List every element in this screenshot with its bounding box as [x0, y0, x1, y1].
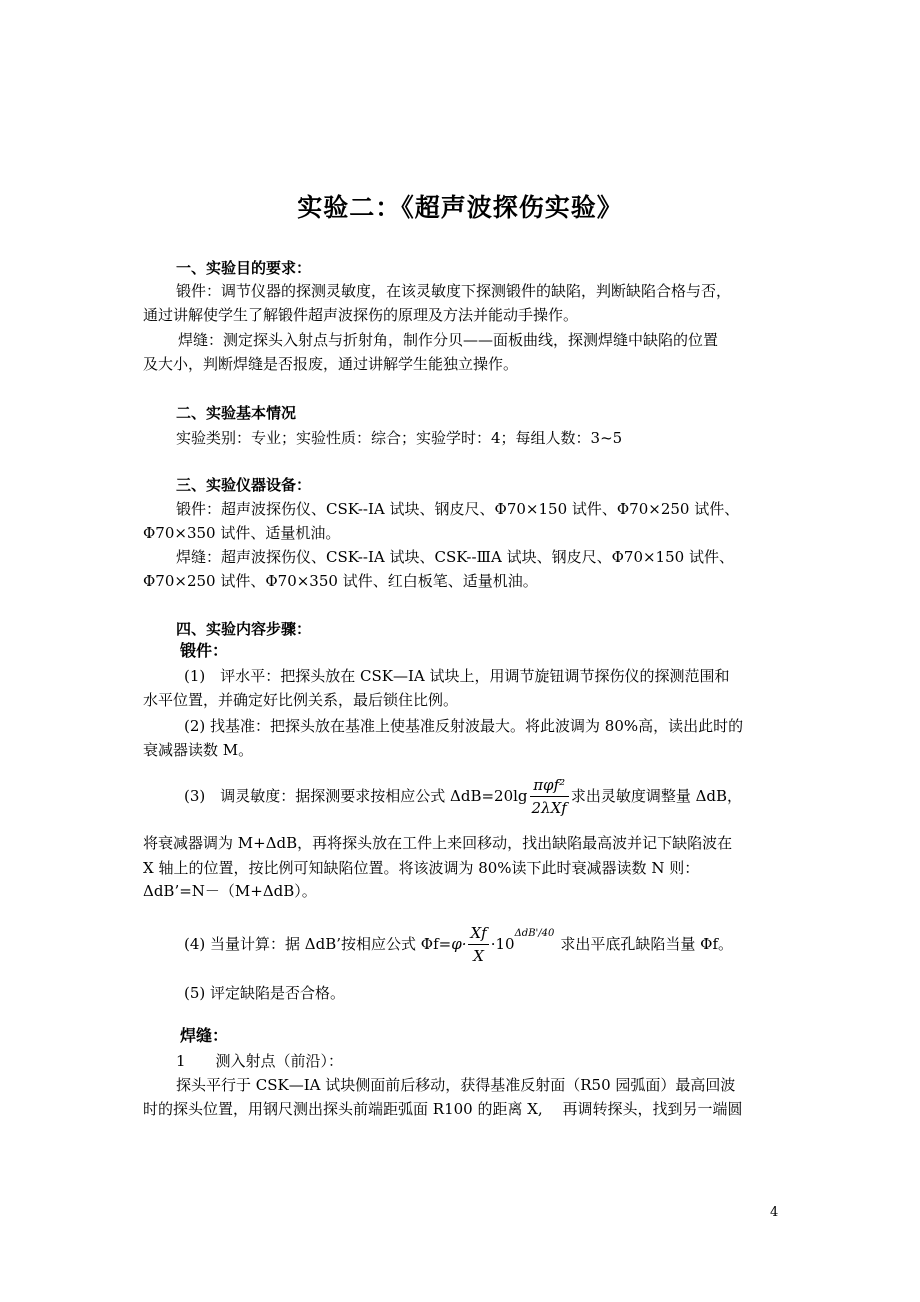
equivalent-formula-numerator: Xf: [468, 922, 488, 945]
db-formula-denominator: 2λXf: [531, 798, 567, 817]
step-4-text-before: (4) 当量计算：据 ΔdB’按相应公式 Φf=: [184, 935, 452, 953]
db-formula-fraction: [530, 774, 569, 819]
step-3-formula-line: [184, 768, 742, 824]
step-3b: 将衰减器调为 M+ΔdB，再将探头放在工件上来回移动，找出缺陷最高波并记下缺陷波在: [143, 834, 733, 852]
page-number: 4: [770, 1205, 779, 1220]
s1-paragraph-2a: 焊缝：测定探头入射点与折射角，制作分贝——面板曲线，探测焊缝中缺陷的位置: [178, 331, 719, 349]
step-1a: (1) 评水平：把探头放在 CSK—ⅠA 试块上，用调节旋钮调节探伤仪的探测范围和: [184, 667, 730, 685]
forging-subheading: 锻件：: [180, 641, 229, 660]
step-1b: 水平位置，并确定好比例关系，最后锁住比例。: [143, 691, 459, 709]
section-1-heading: 一、实验目的要求：: [176, 259, 312, 277]
s1-paragraph-2b: 及大小，判断焊缝是否报废，通过讲解学生能独立操作。: [143, 355, 519, 373]
step-3-text-before: (3) 调灵敏度：据探测要求按相应公式 ΔdB=20lg: [184, 787, 528, 805]
s3-paragraph-2a: 焊缝：超声波探伤仪、CSK--ⅠA 试块、CSK--ⅢA 试块、钢皮尺、Φ70×150 试件、: [176, 548, 734, 566]
page-title: 实验二：《超声波探伤实验》: [297, 193, 623, 222]
step-2b: 衰减器读数 M。: [143, 741, 254, 759]
s3-paragraph-2b: Φ70×250 试件、Φ70×350 试件、红白板笔、适量机油。: [143, 572, 538, 590]
step-4-text-after: 求出平底孔缺陷当量 Φf。: [560, 935, 734, 953]
weld-paragraph-1a: 探头平行于 CSK—ⅠA 试块侧面前后移动，获得基准反射面（R50 园弧面）最高回波: [176, 1076, 736, 1094]
section-3-heading: 三、实验仪器设备：: [176, 476, 312, 494]
s3-paragraph-1b: Φ70×350 试件、适量机油。: [143, 524, 341, 542]
step-4-formula-line: [184, 916, 733, 972]
section-2-heading: 二、实验基本情况: [176, 404, 297, 422]
equivalent-formula-denominator: X: [473, 946, 484, 965]
phi-symbol: φ·: [451, 935, 467, 953]
section-4-heading: 四、实验内容步骤：: [176, 620, 312, 638]
s1-paragraph-1a: 锻件：调节仪器的探测灵敏度，在该灵敏度下探测锻件的缺陷，判断缺陷合格与否，: [176, 282, 732, 300]
s3-paragraph-1a: 锻件：超声波探伤仪、CSK--ⅠA 试块、钢皮尺、Φ70×150 试件、Φ70×250 试件、: [176, 500, 740, 518]
step-5: (5) 评定缺陷是否合格。: [184, 984, 346, 1002]
step-3c: X 轴上的位置，按比例可知缺陷位置。将该波调为 80%读下此时衰减器读数 N 则：: [143, 859, 700, 877]
weld-paragraph-1b: 时的探头位置，用钢尺测出探头前端距弧面 R100 的距离 X, 再调转探头，找到另一端圆: [143, 1100, 743, 1118]
power-exponent: ΔdB'/40: [514, 928, 555, 939]
equivalent-formula-fraction: [468, 922, 488, 967]
db-formula-numerator: πφf²: [530, 774, 569, 797]
weld-step-1: 1 测入射点（前沿）：: [176, 1052, 344, 1070]
step-2a: (2) 找基准：把探头放在基准上使基准反射波最大。将此波调为 80%高，读出此时的: [184, 717, 744, 735]
step-3d: ΔdB’=N－（M+ΔdB）。: [143, 882, 317, 900]
step-3-text-after: 求出灵敏度调整量 ΔdB，: [570, 787, 743, 805]
s1-paragraph-1b: 通过讲解使学生了解锻件超声波探伤的原理及方法并能动手操作。: [143, 306, 579, 324]
s2-paragraph: 实验类别：专业；实验性质：综合；实验学时：4；每组人数：3~5: [176, 429, 623, 447]
power-base: ·10: [490, 935, 515, 953]
weld-subheading: 焊缝：: [180, 1026, 229, 1045]
